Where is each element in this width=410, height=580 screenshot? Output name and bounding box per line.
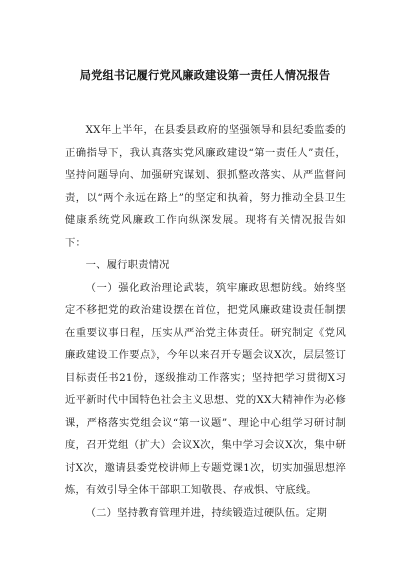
subsection-paragraph-2: （二）坚持教育管理并进，持续锻造过硬队伍。定期: [85, 506, 328, 519]
document-body: [65, 119, 346, 524]
intro-paragraph: XX年上半年，在县委县政府的坚强领导和县纪委监委的正确指导下，我认真落实党风廉政建设“第一责任人”责任，坚持问题导向、加强研究谋划、狠抓整改落实、从严监督问责，以“两个永远在路上”的坚定和执着，努力推动全县卫生健康系统党风廉政工作向纵深发展。现将有关情况报告如下：: [65, 124, 346, 249]
document-title: 局党组书记履行党风廉政建设第一责任人情况报告: [79, 69, 331, 82]
section-heading: 一、履行职责情况: [85, 259, 170, 271]
subsection-paragraph-1: （一）强化政治理论武装，筑牢廉政思想防线。始终坚定不移把党的政治建设摆在首位，把党风廉政建设责任制摆在重要议事日程，压实从严治党主体责任。研究制定《党风廉政建设工作要点》，今年以来召开专题会议X次，层层签订目标责任书21份，逐级推动工作落实；坚持把学习贯彻X习近平新时代中国特色社会主义思想、党的XX大精神作为必修课，严格落实党组会议“第一议题”、理论中心组学习研讨制度，召开党组（扩大）会议X次，集中学习会议X次，集中研讨X次，邀请县委党校讲师上专题党课1次，切实加强思想淬炼，有效引导全体干部职工知敬畏、存戒惧、守底线。: [65, 281, 346, 496]
